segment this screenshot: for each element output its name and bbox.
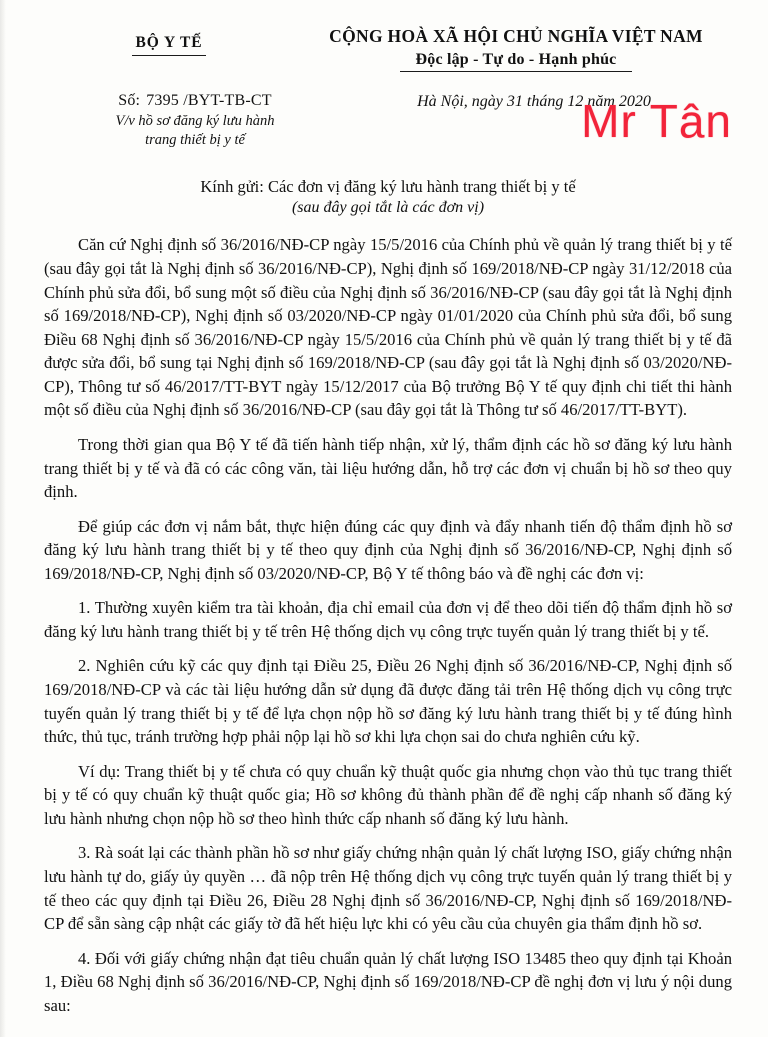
body-paragraph: 1. Thường xuyên kiểm tra tài khoản, địa chỉ email của đơn vị để theo dõi tiến độ thẩm định hồ sơ đăng ký lưu hành trang thiết bị y tế trên Hệ thống dịch vụ công trực tuyến quản lý trang thiết bị y tế. [44, 598, 732, 641]
document-number [66, 92, 324, 110]
body-paragraph: Căn cứ Nghị định số 36/2016/NĐ-CP ngày 15/5/2016 của Chính phủ về quản lý trang thiết bị y tế (sau đây gọi tắt là Nghị định số 36/2016/NĐ-CP), Nghị định số 169/2018/NĐ-CP ngày 31/12/2018 của Chính phủ sửa đổi, bổ sung một số điều của Nghị định số 36/2016/NĐ-CP (sau đây gọi tắt là Nghị định số 169/2018/NĐ-CP), Nghị định số 03/2020/NĐ-CP ngày 01/01/2020 của Chính phủ sửa đổi, bổ sung Điều 68 Nghị định số 36/2016/NĐ-CP ngày 15/5/2016 của Chính phủ về quản lý trang thiết bị y tế đã được sửa đổi, bổ sung tại Nghị định số 169/2018/NĐ-CP (sau đây gọi tắt là Nghị định số 03/2020/NĐ-CP), Thông tư số 46/2017/TT-BYT ngày 15/12/2017 của Bộ trưởng Bộ Y tế quy định chi tiết thi hành một số điều của Nghị định số 36/2016/NĐ-CP (sau đây gọi tắt là Thông tư số 46/2017/TT-BYT). [44, 235, 732, 420]
document-subject-line1: V/v hồ sơ đăng ký lưu hành [115, 113, 275, 130]
place-and-date: Hà Nội, ngày 31 tháng 12 năm 2020 [417, 93, 651, 111]
page-edge-shade [0, 0, 6, 1037]
document-subject [66, 112, 324, 149]
document-header [44, 26, 732, 72]
body-paragraph: 2. Nghiên cứu kỹ các quy định tại Điều 25, Điều 26 Nghị định số 36/2016/NĐ-CP, Nghị định số 169/2018/NĐ-CP và các tài liệu hướng dẫn sử dụng đã được đăng tải trên Hệ thống dịch vụ công trực tuyến quản lý trang thiết bị y tế để lựa chọn nộp hồ sơ đăng ký lưu hành trang thiết bị y tế đúng hình thức, thủ tục, tránh trường hợp phải nộp lại hồ sơ khi lựa chọn sai do chưa nghiên cứu kỹ. [44, 656, 732, 747]
document-number-block [44, 92, 324, 149]
body-paragraph: Ví dụ: Trang thiết bị y tế chưa có quy chuẩn kỹ thuật quốc gia nhưng chọn vào thủ tục trang thiết bị y tế có quy chuẩn kỹ thuật quốc gia; Hồ sơ không đủ thành phần để đề nghị cấp nhanh số đăng ký lưu hành nhưng chọn nộp hồ sơ theo hình thức cấp nhanh số đăng ký lưu hành. [44, 761, 732, 828]
body-paragraph: 3. Rà soát lại các thành phần hồ sơ như giấy chứng nhận quản lý chất lượng ISO, giấy chứng nhận lưu hành tự do, giấy ủy quyền … đã nộp trên Hệ thống dịch vụ công trực tuyến quản lý trang thiết bị y tế theo các quy định tại Điều 26, Điều 28 Nghị định số 36/2016/NĐ-CP, Nghị định số 169/2018/NĐ-CP để sẵn sàng cập nhật các giấy tờ đã hết hiệu lực khi có yêu cầu của chuyên gia thẩm định hồ sơ. [44, 843, 732, 934]
body-paragraph: Trong thời gian qua Bộ Y tế đã tiến hành tiếp nhận, xử lý, thẩm định các hồ sơ đăng ký lưu hành trang thiết bị y tế và đã có các công văn, tài liệu hướng dẫn, hỗ trợ các đơn vị chuẩn bị hồ sơ theo quy định. [44, 434, 732, 502]
motto-underline [400, 71, 632, 72]
body-paragraph: Để giúp các đơn vị nắm bắt, thực hiện đúng các quy định và đẩy nhanh tiến độ thẩm định hồ sơ đăng ký lưu hành trang thiết bị y tế theo quy định của Nghị định số 36/2016/NĐ-CP, Nghị định số 169/2018/NĐ-CP, Nghị định số 03/2020/NĐ-CP, Bộ Y tế thông báo và đề nghị các đơn vị: [44, 516, 732, 583]
document-number-label: Số: [118, 92, 141, 110]
recipient-text: Các đơn vị đăng ký lưu hành trang thiết bị y tế [267, 177, 576, 197]
national-heading-block [294, 26, 732, 72]
recipient-block [44, 177, 732, 217]
issuing-organization-name: BỘ Y TẾ [135, 34, 203, 51]
recipient-line [44, 177, 732, 197]
issuing-organization-block [44, 26, 294, 56]
document-subject-line2: trang thiết bị y tế [145, 131, 245, 148]
document-body [44, 233, 732, 1017]
watermark-text: Mr Tân [581, 95, 732, 147]
national-name: CỘNG HOÀ XÃ HỘI CHỦ NGHĨA VIỆT NAM [329, 26, 703, 46]
national-motto: Độc lập - Tự do - Hạnh phúc [415, 51, 617, 68]
recipient-label: Kính gửi: [200, 177, 264, 197]
recipient-note: (sau đây gọi tắt là các đơn vị) [291, 199, 485, 217]
body-paragraph: 4. Đối với giấy chứng nhận đạt tiêu chuẩn quản lý chất lượng ISO 13485 theo quy định tại Khoản 1, Điều 68 Nghị định số 36/2016/NĐ-CP, Nghị định số 169/2018/NĐ-CP đề nghị đơn vị lưu ý nội dung sau: [44, 948, 732, 1015]
organization-underline [132, 55, 206, 56]
document-number-value: 7395 /BYT-TB-CT [146, 92, 272, 110]
